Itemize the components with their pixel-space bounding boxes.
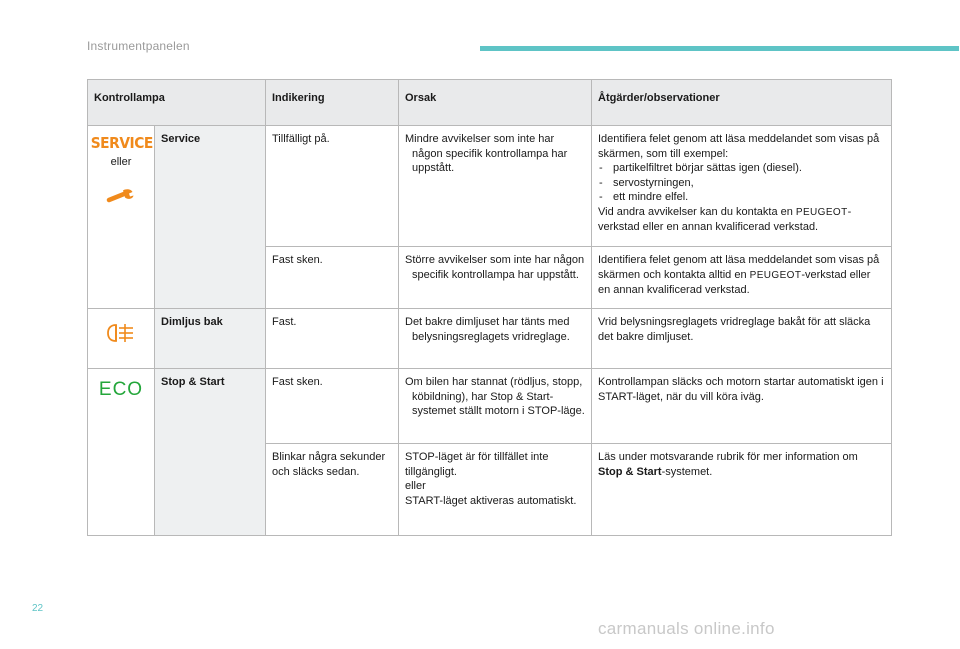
lamp-name-service: Service bbox=[155, 126, 266, 309]
column-header-cause: Orsak bbox=[399, 80, 592, 126]
lamp-name-fog: Dimljus bak bbox=[155, 309, 266, 369]
action-list bbox=[598, 161, 885, 205]
cause-cell: STOP-läget är för tillfället inte tillgängligt. eller START-läget aktiveras automatiskt. bbox=[399, 444, 592, 536]
action-intro: Identifiera felet genom att läsa meddelandet som visas på skärmen, som till exempel: bbox=[598, 133, 880, 160]
table-row bbox=[88, 369, 892, 444]
brand-name: PEUGEOT bbox=[749, 269, 802, 281]
list-item: - servostyrningen, bbox=[598, 176, 885, 191]
cause-cell: Det bakre dimljuset har tänts med belysningsreglagets vridreglage. bbox=[399, 309, 592, 369]
section-accent-bar bbox=[480, 46, 959, 51]
or-label: eller bbox=[110, 155, 132, 168]
action-cell: Vrid belysningsreglagets vridreglage bakåt för att släcka det bakre dimljuset. bbox=[592, 309, 892, 369]
column-header-action: Åtgärder/observationer bbox=[592, 80, 892, 126]
fog-icon-cell bbox=[88, 309, 155, 369]
cause-cell: Större avvikelser som inte har någon specifik kontrollampa har uppstått. bbox=[399, 247, 592, 309]
wrench-icon bbox=[88, 187, 154, 207]
list-item: - partikelfiltret börjar sättas igen (diesel). bbox=[598, 161, 885, 176]
action-cell bbox=[592, 126, 892, 247]
warning-lamp-table bbox=[87, 79, 892, 536]
action-cell: Identifiera felet genom att läsa meddelandet som visas på skärmen och kontakta alltid en PEUGEOT-verkstad eller en annan kvalificerad verkstad. bbox=[592, 247, 892, 309]
cause-cell: Mindre avvikelser som inte har någon specifik kontrollampa har uppstått. bbox=[399, 126, 592, 247]
indication-cell: Blinkar några sekunder och släcks sedan. bbox=[266, 444, 399, 536]
action-outro: Vid andra avvikelser kan du kontakta en PEUGEOT-verkstad eller en annan kvalificerad verkstad. bbox=[598, 205, 852, 233]
list-item: - ett mindre elfel. bbox=[598, 190, 885, 205]
section-title: Instrumentpanelen bbox=[87, 39, 190, 53]
service-warning-icon: SERVICE bbox=[90, 134, 153, 152]
eco-icon-cell bbox=[88, 369, 155, 536]
page-number: 22 bbox=[32, 603, 44, 614]
eco-icon: ECO bbox=[98, 379, 144, 400]
action-cell: Läs under motsvarande rubrik för mer information om Stop & Start-systemet. bbox=[592, 444, 892, 536]
bold-reference: Stop & Start bbox=[598, 465, 662, 478]
indication-cell: Tillfälligt på. bbox=[266, 126, 399, 247]
indication-cell: Fast. bbox=[266, 309, 399, 369]
brand-name: PEUGEOT bbox=[795, 206, 848, 218]
watermark: carmanuals online.info bbox=[598, 619, 775, 638]
action-cell: Kontrollampan släcks och motorn startar automatiskt igen i START-läget, när du vill köra iväg. bbox=[592, 369, 892, 444]
rear-fog-light-icon bbox=[88, 321, 154, 347]
column-header-lamp: Kontrollampa bbox=[88, 80, 266, 126]
table-header-row bbox=[88, 80, 892, 126]
service-icon-cell bbox=[88, 126, 155, 309]
lamp-name-stop-start: Stop & Start bbox=[155, 369, 266, 536]
cause-cell: Om bilen har stannat (rödljus, stopp, köbildning), har Stop & Start-systemet ställt motorn i STOP-läge. bbox=[399, 369, 592, 444]
indication-cell: Fast sken. bbox=[266, 369, 399, 444]
indication-cell: Fast sken. bbox=[266, 247, 399, 309]
table-row bbox=[88, 309, 892, 369]
column-header-indication: Indikering bbox=[266, 80, 399, 126]
table-row bbox=[88, 126, 892, 247]
